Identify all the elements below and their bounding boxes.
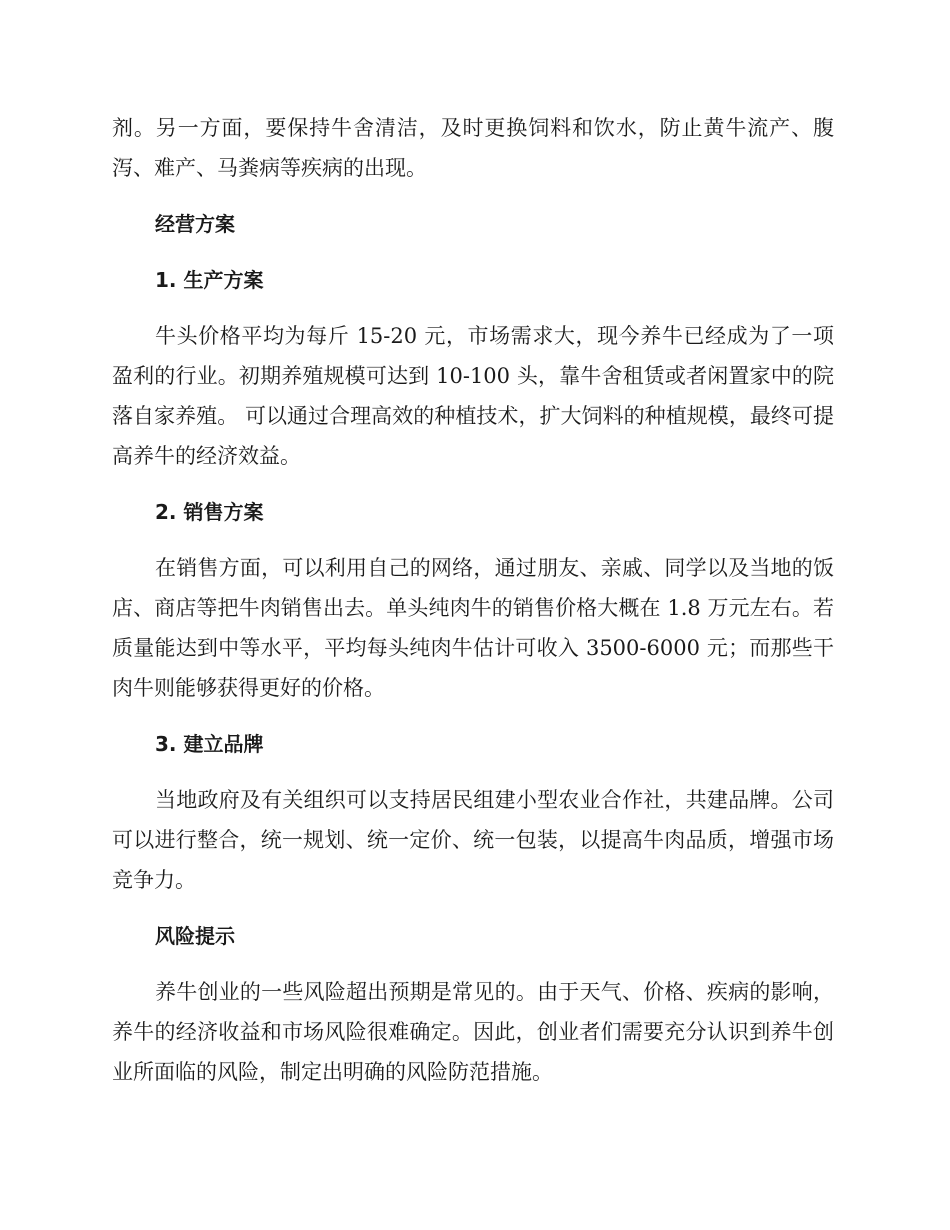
paragraph-brand: 当地政府及有关组织可以支持居民组建小型农业合作社，共建品牌。公司可以进行整合，统一规划、统一定价、统一包装，以提高牛肉品质，增强市场竞争力。: [112, 788, 834, 892]
paragraph-continued: 剂。另一方面，要保持牛舍清洁，及时更换饲料和饮水，防止黄牛流产、腹泻、难产、马粪病等疾病的出现。: [112, 116, 834, 180]
document-page: [112, 108, 834, 1108]
heading-sales-plan: 2. 销售方案: [155, 500, 264, 524]
paragraph-risk: 养牛创业的一些风险超出预期是常见的。由于天气、价格、疾病的影响，养牛的经济收益和市场风险很难确定。因此，创业者们需要充分认识到养牛创业所面临的风险，制定出明确的风险防范措施。: [112, 980, 834, 1084]
heading-risk-warning: 风险提示: [155, 924, 235, 948]
heading-business-plan: 经营方案: [155, 212, 235, 236]
heading-production-plan: 1. 生产方案: [155, 268, 264, 292]
paragraph-sales: 在销售方面，可以利用自己的网络，通过朋友、亲戚、同学以及当地的饭店、商店等把牛肉销售出去。单头纯肉牛的销售价格大概在 1.8 万元左右。若质量能达到中等水平，平均每头纯肉牛估计可收入 3500-6000 元；而那些干肉牛则能够获得更好的价格。: [112, 556, 834, 700]
heading-build-brand: 3. 建立品牌: [155, 732, 264, 756]
paragraph-production: 牛头价格平均为每斤 15-20 元，市场需求大，现今养牛已经成为了一项盈利的行业。初期养殖规模可达到 10-100 头，靠牛舍租赁或者闲置家中的院落自家养殖。 可以通过合理高效的种植技术，扩大饲料的种植规模，最终可提高养牛的经济效益。: [112, 324, 834, 468]
